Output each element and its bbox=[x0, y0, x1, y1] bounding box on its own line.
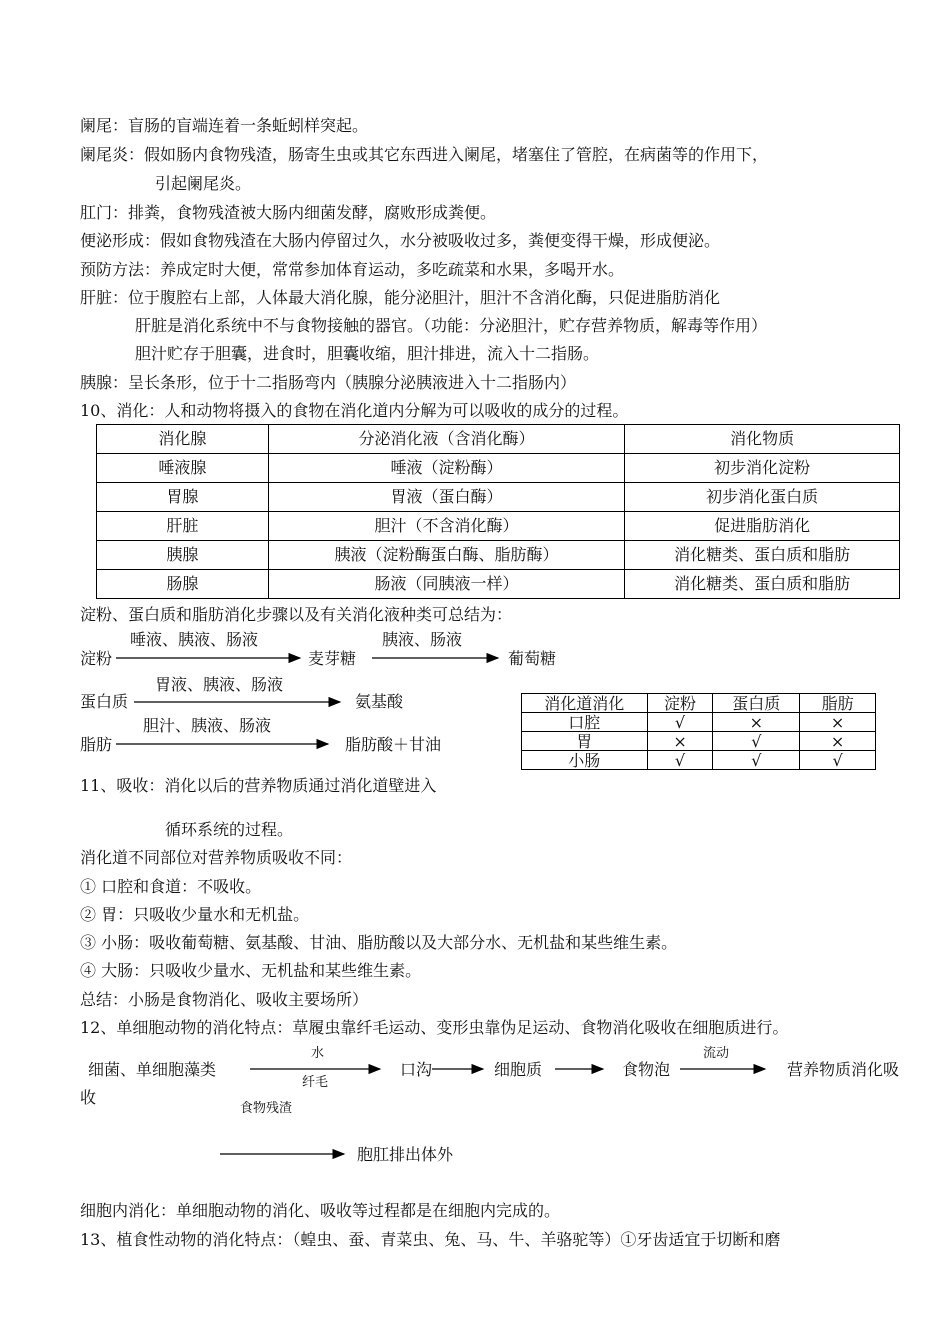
table-cell: 初步消化蛋白质 bbox=[625, 483, 900, 512]
table-cell: √ bbox=[647, 713, 713, 732]
text-line: 总结：小肠是食物消化、吸收主要场所） bbox=[80, 990, 369, 1009]
table-cell: √ bbox=[713, 751, 800, 770]
table-header-row bbox=[522, 694, 876, 713]
text-line: 胰腺：呈长条形，位于十二指肠弯内（胰腺分泌胰液进入十二指肠内） bbox=[80, 373, 577, 392]
table-cell: 唾液腺 bbox=[97, 454, 269, 483]
text-line: 肝脏是消化系统中不与食物接触的器官。（功能：分泌胆汁，贮存营养物质，解毒等作用） bbox=[135, 316, 768, 335]
flow-label: 食物残渣 bbox=[240, 1101, 293, 1116]
table-header-cell: 分泌消化液（含消化酶） bbox=[268, 425, 625, 454]
table-row bbox=[522, 751, 876, 770]
text-line: 便泌形成：假如食物残渣在大肠内停留过久，水分被吸收过多，粪便变得干燥，形成便泌。 bbox=[80, 231, 721, 250]
table-header-cell: 消化道消化 bbox=[522, 694, 648, 713]
table-cell: 唾液（淀粉酶） bbox=[268, 454, 625, 483]
table-cell: √ bbox=[713, 732, 800, 751]
text-line: 预防方法：养成定时大便，常常参加体育运动，多吃疏菜和水果，多喝开水。 bbox=[80, 260, 625, 279]
table-header-cell: 消化腺 bbox=[97, 425, 269, 454]
section-heading: 12、单细胞动物的消化特点：草履虫靠纤毛运动、变形虫靠伪足运动、食物消化吸收在细胞质进行。 bbox=[80, 1018, 789, 1037]
table-cell: 胰腺 bbox=[97, 541, 269, 570]
table-cell: × bbox=[713, 713, 800, 732]
table-cell: 肠腺 bbox=[97, 570, 269, 599]
flow-node: 脂肪酸＋甘油 bbox=[345, 735, 442, 754]
table-cell: 胃液（蛋白酶） bbox=[268, 483, 625, 512]
list-item: ④ 大肠：只吸收少量水、无机盐和某些维生素。 bbox=[80, 961, 422, 980]
section-heading: 11、吸收：消化以后的营养物质通过消化道壁进入 bbox=[80, 776, 437, 795]
text-line: 循环系统的过程。 bbox=[165, 820, 294, 839]
table-cell: × bbox=[800, 713, 876, 732]
table-cell: 初步消化淀粉 bbox=[625, 454, 900, 483]
flow-label: 流动 bbox=[703, 1046, 730, 1061]
text-line: 肝脏：位于腹腔右上部，人体最大消化腺，能分泌胆汁，胆汁不含消化酶，只促进脂肪消化 bbox=[80, 288, 721, 307]
table-row bbox=[522, 732, 876, 751]
flow-label: 唾液、胰液、肠液 bbox=[130, 630, 259, 649]
section-heading: 10、消化：人和动物将摄入的食物在消化道内分解为可以吸收的成分的过程。 bbox=[80, 401, 629, 420]
flow-node: 胞肛排出体外 bbox=[357, 1145, 454, 1164]
table-header-cell: 消化物质 bbox=[625, 425, 900, 454]
table-cell: × bbox=[647, 732, 713, 751]
flow-node: 麦芽糖 bbox=[308, 649, 357, 668]
text-line: 引起阑尾炎。 bbox=[155, 174, 252, 193]
table-cell: √ bbox=[647, 751, 713, 770]
flow-label: 水 bbox=[311, 1046, 325, 1061]
table-cell: 口腔 bbox=[522, 713, 648, 732]
table-cell: √ bbox=[800, 751, 876, 770]
flow-label: 胆汁、胰液、肠液 bbox=[143, 716, 272, 735]
table-cell: 促进脂肪消化 bbox=[625, 512, 900, 541]
flow-label: 胰液、肠液 bbox=[382, 630, 463, 649]
flow-node: 营养物质消化吸 bbox=[787, 1060, 900, 1079]
flow-label: 胃液、胰液、肠液 bbox=[155, 675, 284, 694]
table-cell: 肠液（同胰液一样） bbox=[268, 570, 625, 599]
text-line: 细胞内消化：单细胞动物的消化、吸收等过程都是在细胞内完成的。 bbox=[80, 1201, 561, 1220]
list-item: ② 胃：只吸收少量水和无机盐。 bbox=[80, 905, 310, 924]
flow-node: 口沟 bbox=[400, 1060, 433, 1079]
flow-node: 食物泡 bbox=[622, 1060, 671, 1079]
text-line: 阑尾炎：假如肠内食物残渣，肠寄生虫或其它东西进入阑尾，堵塞住了管腔，在病菌等的作用下， bbox=[80, 145, 769, 164]
flow-node: 脂肪 bbox=[80, 735, 113, 754]
flow-node: 蛋白质 bbox=[80, 692, 129, 711]
section-heading: 13、植食性动物的消化特点：（蝗虫、蚕、青菜虫、兔、马、牛、羊骆驼等）①牙齿适宜于切断和磨 bbox=[80, 1230, 781, 1249]
table-cell: 消化糖类、蛋白质和脂肪 bbox=[625, 541, 900, 570]
flow-node: 细菌、单细胞藻类 bbox=[88, 1060, 217, 1079]
text-line: 肛门：排粪，食物残渣被大肠内细菌发酵，腐败形成粪便。 bbox=[80, 203, 497, 222]
table-cell: 肝脏 bbox=[97, 512, 269, 541]
text-line: 消化道不同部位对营养物质吸收不同： bbox=[80, 848, 353, 867]
table-row bbox=[522, 713, 876, 732]
flow-node: 细胞质 bbox=[494, 1060, 543, 1079]
list-item: ① 口腔和食道：不吸收。 bbox=[80, 877, 262, 896]
flow-node: 葡萄糖 bbox=[508, 649, 557, 668]
table-cell: × bbox=[800, 732, 876, 751]
table-cell: 胆汁（不含消化酶） bbox=[268, 512, 625, 541]
flow-node: 淀粉 bbox=[80, 649, 113, 668]
text-line: 胆汁贮存于胆囊，进食时，胆囊收缩，胆汁排进，流入十二指肠。 bbox=[135, 344, 600, 363]
table-header-cell: 脂肪 bbox=[800, 694, 876, 713]
table-header-cell: 蛋白质 bbox=[713, 694, 800, 713]
table-cell: 胃腺 bbox=[97, 483, 269, 512]
list-item: ③ 小肠：吸收葡萄糖、氨基酸、甘油、脂肪酸以及大部分水、无机盐和某些维生素。 bbox=[80, 933, 678, 952]
table-cell: 胃 bbox=[522, 732, 648, 751]
flow-node: 氨基酸 bbox=[355, 692, 404, 711]
text-line: 阑尾：盲肠的盲端连着一条蚯蚓样突起。 bbox=[80, 116, 369, 135]
table-cell: 胰液（淀粉酶蛋白酶、脂肪酶） bbox=[268, 541, 625, 570]
flow-node: 收 bbox=[80, 1088, 97, 1107]
summary-intro: 淀粉、蛋白质和脂肪消化步骤以及有关消化液种类可总结为： bbox=[80, 605, 513, 624]
flow-label: 纤毛 bbox=[302, 1075, 329, 1090]
table-header-cell: 淀粉 bbox=[647, 694, 713, 713]
digestion-site-table bbox=[521, 693, 876, 770]
table-cell: 消化糖类、蛋白质和脂肪 bbox=[625, 570, 900, 599]
table-cell: 小肠 bbox=[522, 751, 648, 770]
